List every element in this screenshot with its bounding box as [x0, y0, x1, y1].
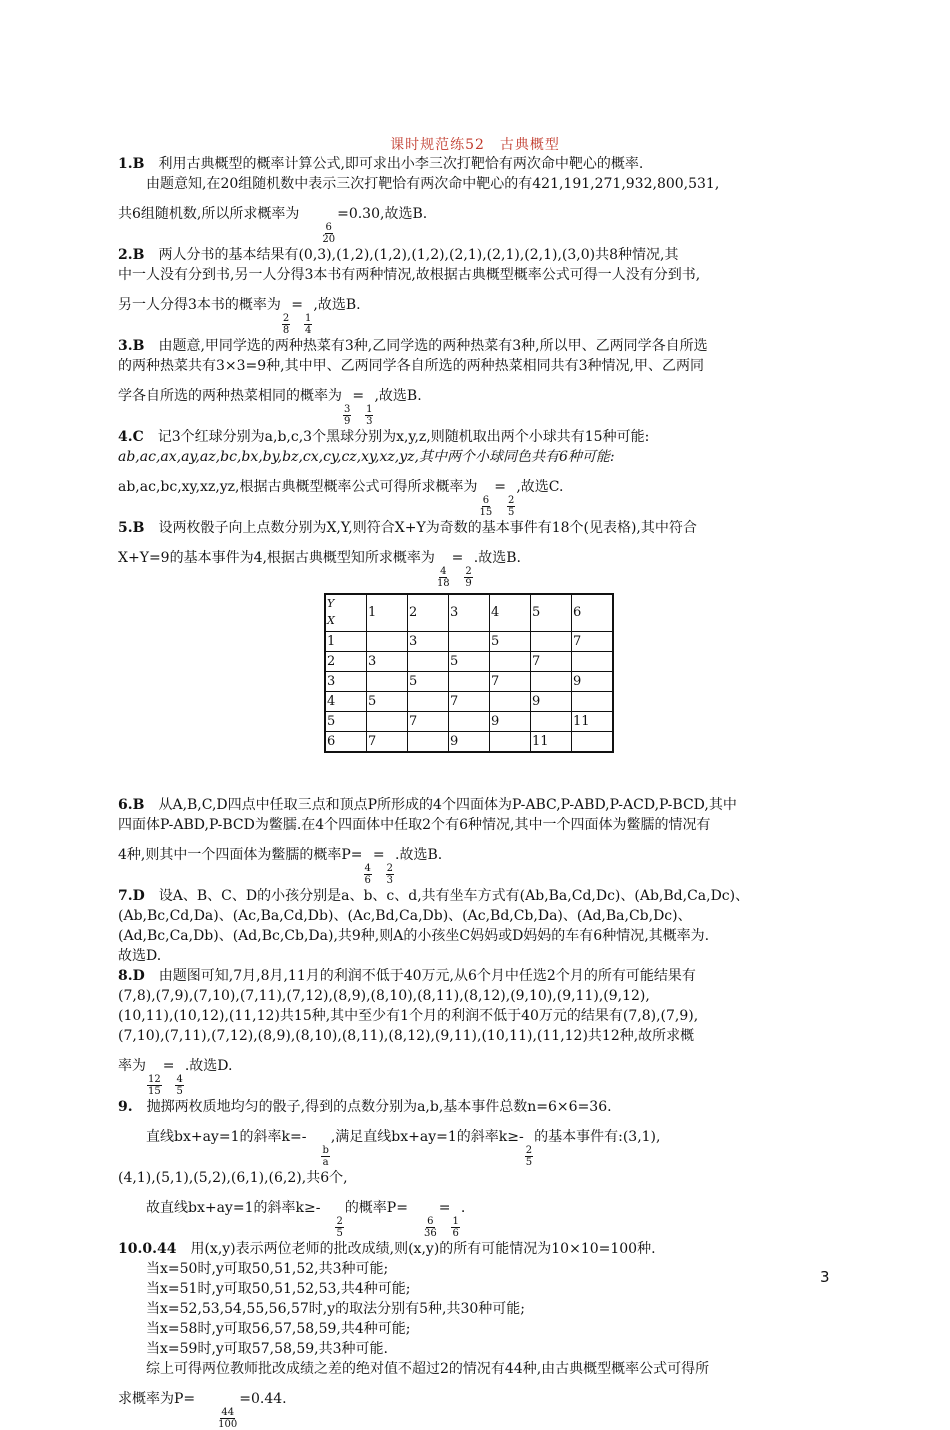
fraction-denominator: 3 — [366, 416, 373, 427]
answer-9-text-2c: 的基本事件有:(3,1), — [534, 1129, 661, 1145]
answer-3-text: 由题意,甲同学选的两种热菜有3种,乙同学选的两种热菜有3种,所以甲、乙两同学各自所选 — [144, 338, 708, 354]
table-row — [325, 672, 613, 692]
answer-5-line-2 — [118, 548, 834, 589]
table-cell — [449, 672, 490, 692]
table-cell — [408, 732, 449, 753]
answer-4-line-3 — [118, 477, 834, 518]
table-cell — [572, 732, 614, 753]
fraction-denominator: 15 — [148, 1086, 161, 1097]
answer-5-text: 设两枚骰子向上点数分别为X,Y,则符合X+Y为奇数的基本事件有18个(见表格),其中符合 — [144, 520, 697, 536]
answer-3-line-3 — [118, 386, 834, 427]
answer-1-text-3b: =0.30,故选B. — [337, 206, 428, 222]
table-cell — [367, 712, 408, 732]
answer-8-line-3: (10,11),(10,12),(11,12)共15种,其中至少有1个月的利润不低于40万元的结果有(7,8),(7,9), — [118, 1008, 699, 1024]
answer-9-line-4 — [118, 1198, 834, 1239]
fraction-denominator: 18 — [436, 578, 450, 589]
table-cell: 9 — [490, 712, 531, 732]
fraction-numerator: 2 — [465, 566, 472, 577]
fraction-numerator: 1 — [305, 313, 312, 324]
fraction-denominator: 36 — [423, 1228, 437, 1239]
fraction — [525, 1145, 533, 1168]
table-cell — [367, 632, 408, 652]
answer-5-text-2b: .故选B. — [473, 550, 521, 566]
table-cell — [531, 672, 572, 692]
table-cell — [449, 632, 490, 652]
table-header-cell: 3 — [449, 594, 490, 632]
fraction-numerator: 2 — [282, 313, 290, 324]
table-cell — [367, 672, 408, 692]
answer-9-line-2 — [118, 1127, 834, 1168]
fraction — [464, 566, 472, 589]
answer-3-text-3a: 学各自所选的两种热菜相同的概率为 — [118, 388, 342, 404]
table-cell: 7 — [572, 632, 614, 652]
answer-9-number: 9. — [118, 1099, 133, 1115]
table-x-label: X — [327, 614, 335, 627]
answer-4-text: 记3个红球分别为a,b,c,3个黑球分别为x,y,z,则随机取出两个小球共有15种可能: — [143, 429, 650, 445]
fraction-denominator: 5 — [336, 1228, 343, 1239]
fraction — [436, 566, 451, 589]
answer-8-text: 由题图可知,7月,8月,11月的利润不低于40万元,从6个月中任选2个月的所有可能结果有 — [144, 968, 696, 984]
table-header-cell: 1 — [367, 594, 408, 632]
fraction-denominator: 6 — [364, 875, 371, 886]
fraction-numerator: 1 — [452, 1216, 459, 1227]
answer-2-line-2: 中一人没有分到书,另一人分得3本书有两种情况,故根据古典概型概率公式可得一人没有分到书, — [118, 267, 701, 283]
answer-3-text-3b: ,故选B. — [374, 388, 422, 404]
answer-3-line-2: 的两种热菜共有3×3=9种,其中甲、乙两同学各自所选的两种热菜相同共有3种情况,甲、乙两同 — [118, 358, 704, 374]
page-title: 课时规范练52 古典概型 — [390, 137, 560, 153]
answer-4-text-3a: ab,ac,bc,xy,xz,yz,根据古典概型概率公式可得所求概率为 — [118, 479, 478, 495]
fraction — [386, 863, 394, 886]
fraction-numerator: 2 — [386, 863, 393, 874]
fraction-numerator: 12 — [148, 1074, 161, 1085]
fraction — [321, 1145, 329, 1168]
fraction-numerator: 2 — [336, 1216, 343, 1227]
fraction — [175, 1074, 183, 1097]
answer-4-number: 4.C — [118, 429, 144, 445]
fraction-denominator: 5 — [176, 1086, 183, 1097]
table-header-row — [325, 594, 613, 632]
fraction-denominator: 100 — [218, 1419, 238, 1430]
fraction — [451, 1216, 459, 1239]
answer-2-line-3 — [118, 295, 834, 336]
answer-7-number: 7.D — [118, 888, 145, 904]
answer-8-line-4: (7,10),(7,11),(7,12),(8,9),(8,10),(8,11),(8,12),(9,11),(10,11),(11,12)共12种,故所求概 — [118, 1028, 695, 1044]
fraction-numerator: 6 — [325, 222, 332, 233]
answer-8-number: 8.D — [118, 968, 145, 984]
answer-2-text-3b: ,故选B. — [313, 297, 361, 313]
answer-9-line-3: (4,1),(5,1),(5,2),(6,1),(6,2),共6个, — [118, 1170, 348, 1186]
fraction-denominator: 9 — [465, 578, 472, 589]
answer-8-line-5 — [118, 1056, 834, 1097]
table-row — [325, 652, 613, 672]
table-cell: 5 — [367, 692, 408, 712]
answer-10-case: 当x=59时,y可取57,58,59,共3种可能. — [146, 1341, 388, 1357]
answer-9-text-4b: 的概率P= — [344, 1200, 408, 1216]
table-header-cell: 4 — [490, 594, 531, 632]
fraction — [335, 1216, 343, 1239]
answer-3-line-1 — [118, 336, 834, 356]
table-cell: 9 — [449, 732, 490, 753]
table-cell — [531, 632, 572, 652]
fraction — [479, 495, 494, 518]
table-header-cell: 5 — [531, 594, 572, 632]
equals-sign: = — [438, 1200, 451, 1216]
fraction-denominator: 9 — [344, 416, 351, 427]
fraction-denominator: 4 — [305, 325, 312, 336]
answer-4-text-3b: ,故选C. — [516, 479, 564, 495]
answer-4-line-2: ab,ac,ax,ay,az,bc,bx,by,bz,cx,cy,cz,xy,xz,yz,其中两个小球同色共有6种可能: — [118, 449, 615, 465]
equals-sign: = — [451, 550, 464, 566]
answer-9-text-4c: . — [460, 1200, 466, 1216]
answer-6-text: 从A,B,C,D四点中任取三点和顶点P所形成的4个四面体为P-ABC,P-ABD,P-ACD,P-BCD,其中 — [144, 797, 737, 813]
fraction-denominator: 15 — [479, 507, 493, 518]
table-row-label: 2 — [325, 652, 367, 672]
answer-1-line-3 — [118, 204, 834, 245]
table-cell — [572, 692, 614, 712]
dice-sum-table-wrapper — [324, 593, 834, 753]
answer-9-text-2b: ,满足直线bx+ay=1的斜率k≥- — [330, 1129, 524, 1145]
answer-5-line-1 — [118, 518, 834, 538]
table-cell — [490, 732, 531, 753]
table-cell: 5 — [408, 672, 449, 692]
fraction — [147, 1074, 162, 1097]
table-cell: 7 — [367, 732, 408, 753]
answer-7-line-2: (Ab,Bc,Cd,Da)、(Ac,Ba,Cd,Db)、(Ac,Bd,Ca,Db)、(Ac,Bd,Cb,Da)、(Ad,Ba,Cb,Dc)、 — [118, 908, 692, 924]
answer-10-line-last — [118, 1389, 834, 1430]
answer-10-case: 当x=58时,y可取56,57,58,59,共4种可能; — [146, 1321, 411, 1337]
table-row-label: 1 — [325, 632, 367, 652]
fraction — [423, 1216, 438, 1239]
table-cell — [408, 652, 449, 672]
table-row — [325, 692, 613, 712]
table-row-label: 4 — [325, 692, 367, 712]
answer-9-text-2a: 直线bx+ay=1的斜率k=- — [146, 1129, 307, 1145]
table-cell — [572, 652, 614, 672]
answer-7-line-3: (Ad,Bc,Ca,Db)、(Ad,Bc,Cb,Da),共9种,则A的小孩坐C妈妈或D妈妈的车有6种情况,其概率为. — [118, 928, 710, 944]
fraction — [217, 1407, 238, 1430]
answer-2-text-3a: 另一人分得3本书的概率为 — [118, 297, 281, 313]
page-number: 3 — [820, 1268, 830, 1286]
answer-2-text: 两人分书的基本结果有(0,3),(1,2),(1,2),(1,2),(2,1),(2,1),(2,1),(3,0)共8种情况,其 — [144, 247, 679, 263]
answer-content — [118, 154, 834, 1430]
answer-10-line-1 — [118, 1239, 834, 1259]
fraction — [364, 863, 372, 886]
table-cell — [449, 712, 490, 732]
equals-sign: = — [291, 297, 304, 313]
table-row-label: 5 — [325, 712, 367, 732]
fraction-denominator: 5 — [525, 1157, 533, 1168]
fraction-numerator: 2 — [507, 495, 515, 506]
table-cell — [531, 712, 572, 732]
dice-sum-table — [324, 593, 614, 753]
fraction-denominator: a — [322, 1157, 329, 1168]
table-header-cell: 6 — [572, 594, 614, 632]
answer-1-line-2: 由题意知,在20组随机数中表示三次打靶恰有两次命中靶心的有421,191,271,932,800,531, — [146, 176, 720, 192]
answer-9-text: 抛掷两枚质地均匀的骰子,得到的点数分别为a,b,基本事件总数n=6×6=36. — [132, 1099, 612, 1115]
answer-2-line-1 — [118, 245, 834, 265]
fraction-numerator: b — [322, 1145, 329, 1156]
answer-3-number: 3.B — [118, 338, 145, 354]
equals-sign: = — [352, 388, 365, 404]
fraction-numerator: 44 — [221, 1407, 235, 1418]
table-cell: 9 — [572, 672, 614, 692]
table-cell — [408, 692, 449, 712]
answer-4-line-1 — [118, 427, 834, 447]
fraction — [343, 404, 351, 427]
fraction-numerator: 4 — [364, 863, 371, 874]
answer-10-text-lastb: =0.44. — [239, 1391, 287, 1407]
answer-1-text: 利用古典概型的概率计算公式,即可求出小李三次打靶恰有两次命中靶心的概率. — [144, 156, 644, 172]
fraction-numerator: 6 — [482, 495, 490, 506]
table-row — [325, 632, 613, 652]
fraction-numerator: 3 — [344, 404, 351, 415]
fraction-numerator: 4 — [176, 1074, 183, 1085]
table-cell — [490, 652, 531, 672]
answer-8-line-1 — [118, 966, 834, 986]
answer-10-number: 10.0.44 — [118, 1241, 177, 1257]
answer-10-text-lasta: 求概率为P= — [118, 1391, 196, 1407]
answer-10-case: 当x=50时,y可取50,51,52,共3种可能; — [146, 1261, 389, 1277]
answer-7-line-1 — [118, 886, 834, 906]
table-cell: 7 — [449, 692, 490, 712]
equals-sign: = — [372, 847, 385, 863]
fraction-numerator: 1 — [366, 404, 373, 415]
fraction — [282, 313, 290, 336]
table-cell — [490, 692, 531, 712]
fraction-denominator: 5 — [507, 507, 515, 518]
table-cell: 7 — [490, 672, 531, 692]
fraction-denominator: 8 — [282, 325, 290, 336]
table-row — [325, 712, 613, 732]
equals-sign: = — [494, 479, 506, 495]
fraction — [304, 313, 312, 336]
table-corner-cell — [325, 594, 367, 632]
table-y-label: Y — [327, 597, 335, 610]
answer-6-line-3 — [118, 845, 834, 886]
fraction-numerator: 6 — [427, 1216, 434, 1227]
equals-sign: = — [162, 1058, 175, 1074]
fraction-numerator: 2 — [525, 1145, 533, 1156]
answer-5-number: 5.B — [118, 520, 145, 536]
table-cell: 7 — [408, 712, 449, 732]
answer-9-text-4a: 故直线bx+ay=1的斜率k≥- — [146, 1200, 321, 1216]
table-row-label: 6 — [325, 732, 367, 753]
answer-1-number: 1.B — [118, 156, 145, 172]
answer-6-line-1 — [118, 795, 834, 815]
answer-8-text-5a: 率为 — [118, 1058, 146, 1074]
answer-2-number: 2.B — [118, 247, 145, 263]
answer-6-number: 6.B — [118, 797, 145, 813]
answer-1-line-1 — [118, 154, 834, 174]
answer-8-text-5b: .故选D. — [184, 1058, 233, 1074]
table-row-label: 3 — [325, 672, 367, 692]
answer-10-text: 用(x,y)表示两位老师的批改成绩,则(x,y)的所有可能情况为10×10=100种. — [176, 1241, 656, 1257]
answer-6-text-3a: 4种,则其中一个四面体为鳖臑的概率P= — [118, 847, 363, 863]
fraction-denominator: 6 — [452, 1228, 459, 1239]
answer-7-line-4: 故选D. — [118, 948, 162, 964]
fraction — [365, 404, 373, 427]
answer-8-line-2: (7,8),(7,9),(7,10),(7,11),(7,12),(8,9),(8,10),(8,11),(8,12),(9,10),(9,11),(9,12), — [118, 988, 650, 1004]
table-cell: 11 — [572, 712, 614, 732]
table-cell: 7 — [531, 652, 572, 672]
table-cell: 3 — [408, 632, 449, 652]
table-cell: 11 — [531, 732, 572, 753]
answer-10-case: 当x=52,53,54,55,56,57时,y的取法分别有5种,共30种可能; — [146, 1301, 526, 1317]
answer-6-text-3b: .故选B. — [395, 847, 443, 863]
fraction — [507, 495, 515, 518]
table-cell: 5 — [449, 652, 490, 672]
answer-10-summary: 综上可得两位教师批改成绩之差的绝对值不超过2的情况有44种,由古典概型概率公式可得所 — [146, 1361, 710, 1377]
table-header-cell: 2 — [408, 594, 449, 632]
table-row — [325, 732, 613, 753]
fraction-denominator: 3 — [386, 875, 393, 886]
fraction-numerator: 4 — [440, 566, 447, 577]
answer-10-case: 当x=51时,y可取50,51,52,53,共4种可能; — [146, 1281, 411, 1297]
answer-9-line-1 — [118, 1097, 834, 1117]
table-cell: 5 — [490, 632, 531, 652]
table-cell: 9 — [531, 692, 572, 712]
answer-7-text: 设A、B、C、D的小孩分别是a、b、c、d,共有坐车方式有(Ab,Ba,Cd,Dc)、(Ab,Bd,Ca,Dc)、 — [144, 888, 750, 904]
answer-1-text-3a: 共6组随机数,所以所求概率为 — [118, 206, 300, 222]
fraction-denominator: 20 — [322, 234, 336, 245]
answer-6-line-2: 四面体P-ABD,P-BCD为鳖臑.在4个四面体中任取2个有6种情况,其中一个四面体为鳖臑的情况有 — [118, 817, 711, 833]
table-cell: 3 — [367, 652, 408, 672]
answer-5-text-2a: X+Y=9的基本事件为4,根据古典概型知所求概率为 — [118, 550, 435, 566]
fraction — [321, 222, 336, 245]
